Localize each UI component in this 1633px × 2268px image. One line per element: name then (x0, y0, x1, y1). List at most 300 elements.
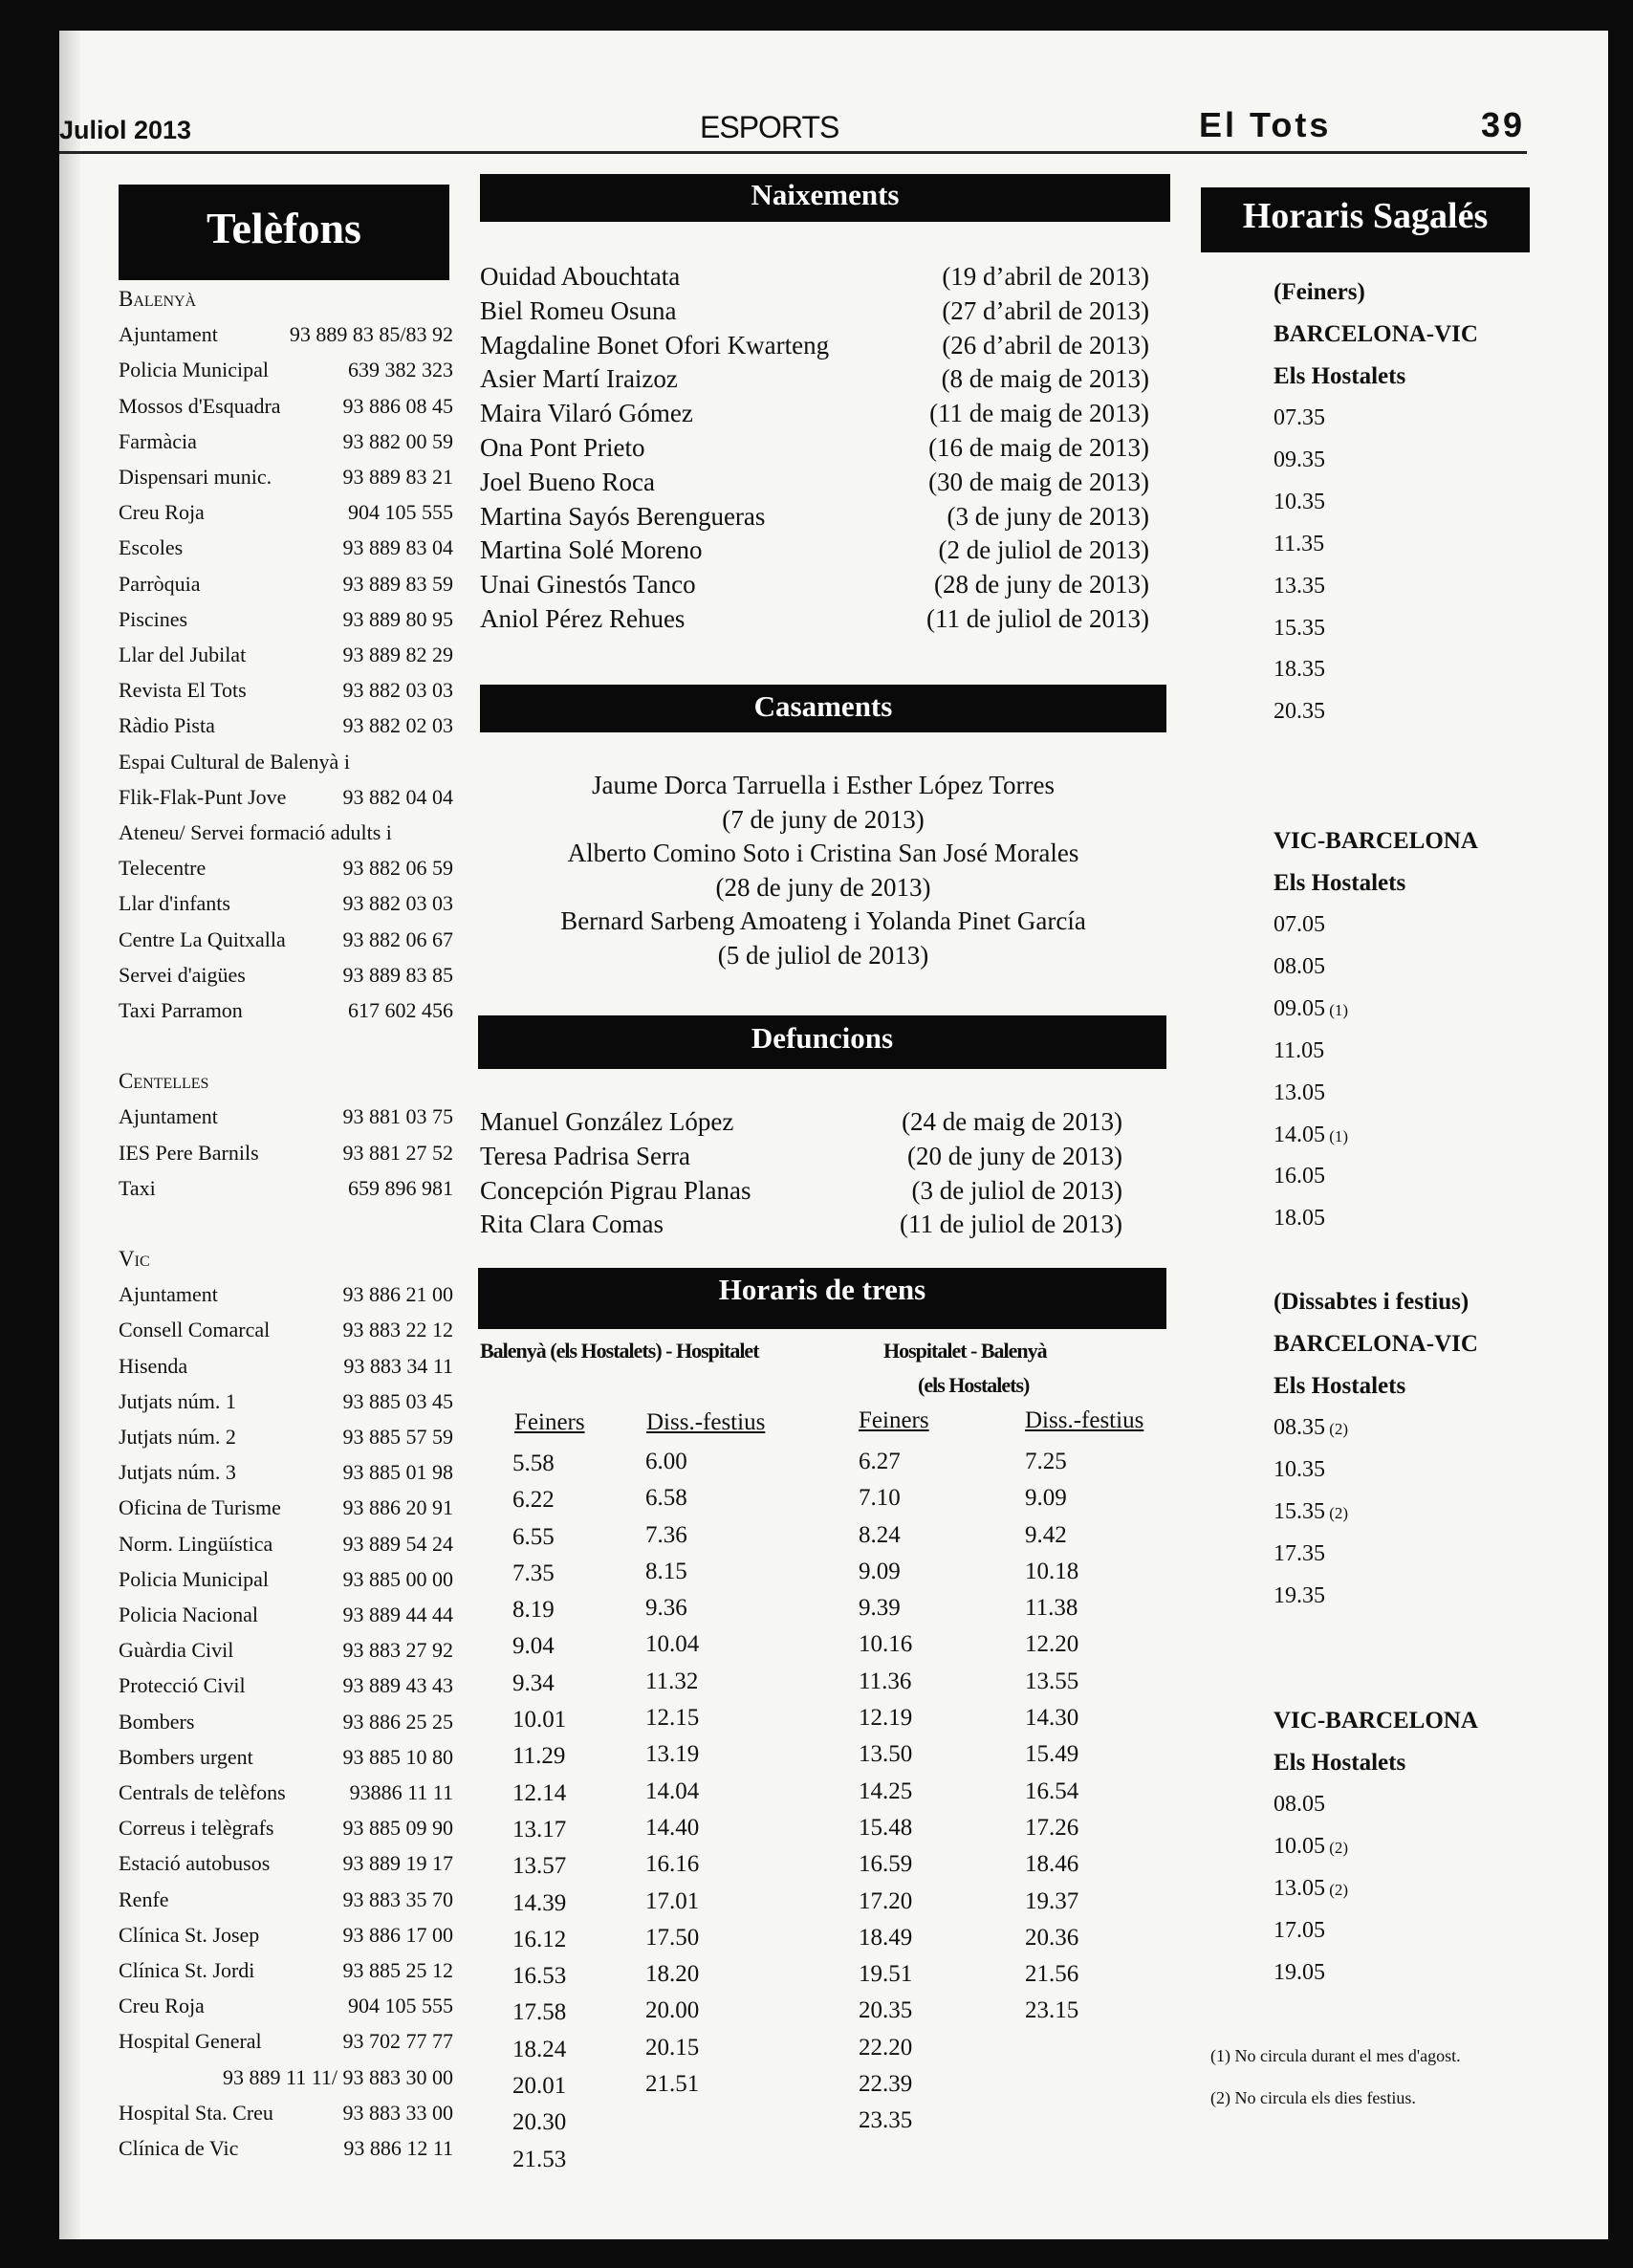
phone-entry (119, 1887, 453, 1923)
header-paper-name: El Tots (1199, 105, 1332, 144)
phone-entry-number: 93 889 83 85 (342, 962, 453, 987)
phone-entry-label: IES Pere Barnils (119, 1140, 259, 1165)
phone-entry (119, 927, 453, 963)
phone-entry-number: 93 889 43 43 (342, 1673, 453, 1698)
birth-date: (27 d’abril de 2013) (942, 295, 1149, 325)
phone-entry (119, 678, 453, 713)
birth-date: (3 de juny de 2013) (947, 501, 1149, 531)
bus-time-row (1274, 1038, 1324, 1064)
phone-entry-label: Estació autobusos (119, 1851, 271, 1876)
casaments-title-box (480, 685, 1166, 732)
phone-entry-label: Protecció Civil (119, 1673, 246, 1698)
phone-entry-number: 93 886 17 00 (342, 1922, 453, 1947)
phone-entry-number: 93 889 83 85/83 92 (289, 322, 453, 347)
phone-entry-label: Bombers urgent (119, 1744, 253, 1769)
train-time: 7.10 (859, 1485, 901, 1512)
phone-entry (119, 1495, 453, 1531)
bus-time-row (1274, 1499, 1348, 1525)
bus-note-mark: (2) (1325, 1880, 1349, 1899)
death-name: Rita Clara Comas (480, 1210, 664, 1239)
train-time: 23.35 (859, 2107, 913, 2134)
phone-entry-label: Bombers (119, 1709, 195, 1734)
sagales-hostalets-3: Els Hostalets (1274, 1373, 1406, 1399)
wedding-line: (7 de juny de 2013) (722, 804, 925, 834)
bus-time: 14.05 (1274, 1122, 1325, 1147)
phone-entry-number: 93 889 19 17 (342, 1851, 453, 1876)
train-time: 17.20 (859, 1887, 913, 1914)
wedding-line: (5 de juliol de 2013) (717, 940, 929, 970)
train-time: 12.15 (645, 1705, 700, 1732)
page-spine (59, 31, 80, 2239)
phone-entry-number: 93 886 12 11 (343, 2136, 453, 2160)
phone-entry (119, 2065, 453, 2101)
train-time: 6.55 (512, 1523, 555, 1550)
phone-entry (119, 429, 453, 465)
train-time: 8.15 (645, 1558, 687, 1584)
train-time: 22.39 (859, 2071, 913, 2098)
casaments-list (480, 769, 1166, 972)
phone-entry-label: Hisenda (119, 1353, 188, 1378)
sagales-hostalets-4: Els Hostalets (1274, 1750, 1406, 1776)
sagales-bcn-vic-2: BARCELONA-VIC (1274, 1331, 1478, 1357)
phone-entry-label: Taxi (119, 1175, 156, 1200)
train-time: 16.16 (645, 1851, 700, 1878)
phone-entry (119, 820, 453, 856)
phone-entry (119, 322, 453, 358)
bus-time: 17.05 (1274, 1917, 1325, 1943)
casaments-title: Casaments (753, 689, 893, 723)
bus-time: 08.35 (1274, 1415, 1325, 1440)
phone-entry-number: 93 889 83 21 (342, 465, 453, 489)
naixements-title-box (480, 174, 1170, 222)
train-time: 9.34 (512, 1669, 555, 1696)
bus-time-row (1274, 1541, 1325, 1567)
birth-name: Unai Ginestós Tanco (480, 570, 696, 600)
bus-time-row (1274, 1583, 1325, 1609)
bus-time: 16.05 (1274, 1164, 1325, 1189)
phone-entry (119, 1354, 453, 1389)
telefons-vic-heading: Vic (119, 1247, 150, 1271)
bus-time-row (1274, 699, 1325, 725)
bus-time: 19.35 (1274, 1582, 1325, 1608)
bus-time-row (1274, 954, 1325, 980)
phone-entry-number: 93 889 80 95 (342, 606, 453, 631)
sagales-title-box (1201, 187, 1530, 252)
train-time: 11.32 (645, 1668, 699, 1694)
death-name: Teresa Padrisa Serra (480, 1141, 691, 1170)
phone-entry-label: Policia Nacional (119, 1603, 259, 1626)
phone-entry-number: 93 886 25 25 (342, 1709, 453, 1734)
sagales-dissabtes-label: (Dissabtes i festius) (1274, 1289, 1470, 1315)
phone-entry-number: 93 883 27 92 (342, 1638, 453, 1663)
phone-entry-label: Revista El Tots (119, 678, 247, 703)
train-time: 17.50 (645, 1924, 700, 1951)
phone-entry-label: Jutjats núm. 3 (119, 1460, 236, 1485)
bus-note-mark: (2) (1325, 1420, 1349, 1438)
phone-entry (119, 1141, 453, 1176)
phone-entry (119, 1923, 453, 1958)
sagales-hostalets-2: Els Hostalets (1274, 870, 1406, 896)
phone-entry-label: Escoles (119, 535, 184, 560)
phone-entry (119, 1567, 453, 1603)
phone-entry-number: 93 885 09 90 (342, 1816, 453, 1841)
train-time: 21.51 (645, 2071, 700, 2098)
bus-time: 11.05 (1274, 1037, 1325, 1063)
train-time: 23.15 (1025, 1997, 1079, 2024)
header-page-number: 39 (1481, 105, 1526, 144)
phone-entry-number: 93 885 01 98 (342, 1460, 453, 1485)
birth-name: Magdaline Bonet Ofori Kwarteng (480, 330, 830, 360)
train-time: 17.26 (1025, 1814, 1079, 1841)
phone-entry (119, 1603, 453, 1638)
bus-time-row (1274, 996, 1348, 1022)
bus-time: 13.35 (1274, 573, 1325, 599)
birth-name: Ona Pont Prieto (480, 433, 645, 462)
phone-entry (119, 1389, 453, 1425)
train-time: 10.18 (1025, 1558, 1079, 1584)
defuncions-title-box (478, 1015, 1166, 1069)
phone-entry-label: Ràdio Pista (119, 713, 215, 738)
phone-entry-number: 617 602 456 (348, 998, 453, 1022)
bus-time: 08.05 (1274, 953, 1325, 979)
train-time: 21.56 (1025, 1961, 1079, 1988)
sagales-hostalets-1: Els Hostalets (1274, 363, 1406, 389)
bus-time-row (1274, 1080, 1325, 1106)
bus-time-row (1274, 616, 1325, 642)
train-time: 12.14 (512, 1779, 567, 1806)
phone-entry-label: Clínica St. Josep (119, 1922, 260, 1947)
train-time: 17.01 (645, 1887, 700, 1914)
train-time: 18.24 (512, 2036, 567, 2062)
phone-entry-number: 904 105 555 (348, 1994, 453, 2018)
bus-time: 10.05 (1274, 1833, 1325, 1859)
bus-time-row (1274, 657, 1325, 683)
phone-entry (119, 2029, 453, 2064)
phone-entry-number: 904 105 555 (348, 500, 453, 525)
telefons-centelles-heading: Centelles (119, 1069, 209, 1094)
phone-entry (119, 394, 453, 429)
phone-entry (119, 1958, 453, 1994)
bus-note-mark: (2) (1325, 1503, 1349, 1522)
phone-entry (119, 1780, 453, 1816)
sagales-vic-bcn-2: VIC-BARCELONA (1274, 1708, 1478, 1734)
birth-date: (8 de maig de 2013) (941, 364, 1149, 394)
bus-time: 09.35 (1274, 447, 1325, 472)
phone-entry-label: Policia Municipal (119, 358, 270, 382)
phone-entry (119, 572, 453, 607)
train-time: 13.55 (1025, 1668, 1079, 1694)
birth-name: Maira Vilaró Gómez (480, 399, 693, 428)
trens-r2-diss-header: Diss.-festius (1025, 1407, 1144, 1433)
phone-entry-label: Ajuntament (119, 1282, 218, 1307)
trens-r1-feiners-header: Feiners (514, 1409, 585, 1435)
train-time: 13.50 (859, 1741, 913, 1768)
phone-entry-number: 93 885 03 45 (342, 1388, 453, 1413)
birth-date: (2 de juliol de 2013) (938, 535, 1149, 565)
bus-time: 15.35 (1274, 615, 1325, 641)
train-time: 7.36 (645, 1521, 687, 1548)
train-time: 10.04 (645, 1631, 700, 1658)
wedding-line: Alberto Comino Soto i Cristina San José Morales (567, 839, 1079, 867)
trens-title: Horaris de trens (718, 1273, 926, 1306)
header-section: ESPORTS (700, 110, 839, 144)
birth-date: (11 de maig de 2013) (929, 399, 1149, 428)
phone-entry-number: 93 882 06 59 (342, 856, 453, 881)
phone-entry-label: Ajuntament (119, 322, 218, 347)
bus-time-row (1274, 532, 1324, 557)
train-time: 18.20 (645, 1961, 700, 1988)
trens-route2-label-b: (els Hostalets) (918, 1373, 1030, 1397)
phone-entry-label: Consell Comarcal (119, 1318, 271, 1342)
phone-entry-label: Creu Roja (119, 500, 205, 525)
bus-time-row (1274, 1792, 1325, 1818)
birth-name: Joel Bueno Roca (480, 467, 655, 496)
bus-time-row (1274, 1123, 1348, 1148)
phone-entry-number: 93 882 00 59 (342, 428, 453, 453)
bus-time: 20.35 (1274, 699, 1325, 725)
bus-time-row (1274, 405, 1325, 431)
bus-time: 18.05 (1274, 1206, 1325, 1232)
bus-time: 19.05 (1274, 1959, 1325, 1985)
bus-time: 13.05 (1274, 1875, 1325, 1901)
bus-time: 18.35 (1274, 657, 1325, 683)
sagales-vic-bcn-1: VIC-BARCELONA (1274, 828, 1478, 854)
phone-entry-number: 93 889 11 11/ 93 883 30 00 (223, 2064, 453, 2089)
train-time: 9.39 (859, 1595, 901, 1622)
phone-entry (119, 1851, 453, 1886)
phone-entry-number: 639 382 323 (348, 358, 453, 382)
phone-entry-label: Farmàcia (119, 428, 197, 453)
phone-entry (119, 998, 453, 1034)
phone-entry (119, 750, 453, 785)
phone-entry-number: 93 885 25 12 (342, 1958, 453, 1982)
phone-entry-label: Oficina de Turisme (119, 1495, 281, 1520)
bus-time-row (1274, 1206, 1325, 1232)
phone-entry-number: 93 885 00 00 (342, 1566, 453, 1591)
train-time: 21.53 (512, 2146, 567, 2172)
defuncions-title: Defuncions (751, 1021, 894, 1055)
trens-r1-feiners-list (512, 1446, 566, 2178)
bus-time-row (1274, 1918, 1325, 1944)
train-time: 6.22 (512, 1487, 555, 1514)
bus-time-row (1274, 1960, 1325, 1986)
phone-entry (119, 1282, 453, 1318)
death-date: (3 de juliol de 2013) (911, 1175, 1122, 1205)
birth-name: Biel Romeu Osuna (480, 295, 677, 325)
bus-time: 15.35 (1274, 1498, 1325, 1524)
phone-entry-number: 93 883 33 00 (342, 2100, 453, 2125)
train-time: 6.00 (645, 1449, 687, 1474)
bus-time-row (1274, 1164, 1325, 1189)
train-time: 11.29 (512, 1743, 566, 1770)
train-time: 8.24 (859, 1521, 901, 1548)
phone-entry-number: 93 889 82 29 (342, 643, 453, 666)
train-time: 14.25 (859, 1777, 913, 1804)
phone-entry-label: Hospital General (119, 2029, 262, 2054)
train-time: 18.49 (859, 1924, 913, 1951)
birth-name: Ouidad Abouchtata (480, 262, 681, 291)
phone-entry-number: 93 882 03 03 (342, 678, 453, 703)
sagales-title: Horaris Sagalés (1242, 196, 1489, 236)
phone-entry (119, 1673, 453, 1709)
trens-route2-label-a: Hospitalet - Balenyà (883, 1339, 1047, 1363)
phone-entry (119, 1710, 453, 1745)
phone-entry (119, 465, 453, 500)
phone-entry (119, 856, 453, 891)
phone-entry (119, 500, 453, 535)
birth-date: (26 d’abril de 2013) (942, 330, 1149, 360)
phone-entry-number: 93 889 83 04 (342, 535, 453, 560)
phone-entry-number: 93 882 03 03 (342, 891, 453, 916)
phone-entry (119, 963, 453, 998)
train-time: 7.25 (1025, 1449, 1067, 1474)
train-time: 9.36 (645, 1595, 687, 1622)
sagales-feiners-label: (Feiners) (1274, 279, 1365, 305)
phone-entry (119, 1745, 453, 1780)
telefons-balenya-heading: Balenyà (119, 287, 197, 311)
wedding-line: Bernard Sarbeng Amoateng i Yolanda Pinet García (560, 906, 1086, 935)
death-date: (24 de maig de 2013) (902, 1107, 1122, 1136)
phone-entry-number: 93 885 57 59 (342, 1425, 453, 1449)
phone-entry-label: Clínica de Vic (119, 2136, 239, 2160)
train-time: 16.53 (512, 1963, 567, 1990)
phone-entry-label: Flik-Flak-Punt Jove (119, 784, 287, 809)
trens-r1-diss-header: Diss.-festius (646, 1409, 766, 1435)
bus-time-row (1274, 490, 1325, 515)
phone-entry-label: Centrals de telèfons (119, 1780, 286, 1804)
bus-note-mark: (2) (1325, 1838, 1349, 1857)
phone-entry-label: Norm. Lingüística (119, 1531, 273, 1556)
phone-entry-label: Llar d'infants (119, 891, 230, 916)
train-time: 16.59 (859, 1851, 913, 1878)
bus-time-row (1274, 1834, 1348, 1860)
trens-r2-feiners-list (859, 1444, 912, 2140)
train-time: 15.49 (1025, 1741, 1079, 1768)
phone-entry (119, 1425, 453, 1460)
phone-entry-number: 93 886 08 45 (342, 393, 453, 418)
phone-entry-label: Telecentre (119, 856, 207, 881)
train-time: 20.01 (512, 2073, 567, 2100)
phone-entry (119, 1104, 453, 1140)
train-time: 13.19 (645, 1741, 700, 1768)
wedding-line: Jaume Dorca Tarruella i Esther López Torres (591, 771, 1056, 799)
bus-time-row (1274, 574, 1325, 600)
phone-entry-number: 93 702 77 77 (342, 2029, 453, 2054)
phone-entry-number: 93886 11 11 (349, 1780, 453, 1804)
phone-entry (119, 713, 453, 749)
train-time: 6.27 (859, 1449, 901, 1474)
birth-date: (19 d’abril de 2013) (942, 262, 1149, 291)
bus-time: 10.35 (1274, 1456, 1325, 1482)
phone-entry-label: Guàrdia Civil (119, 1638, 234, 1663)
phone-entry-label: Centre La Quitxalla (119, 927, 286, 951)
phone-entry-number: 93 882 02 03 (342, 713, 453, 738)
phone-entry-label: Renfe (119, 1886, 169, 1911)
sagales-note-2: (2) No circula els dies festius. (1210, 2088, 1416, 2107)
train-time: 14.40 (645, 1814, 700, 1841)
phone-entry (119, 1816, 453, 1851)
phone-entry (119, 358, 453, 393)
train-time: 17.58 (512, 1999, 567, 2026)
phone-entry-number: 93 881 03 75 (342, 1104, 453, 1129)
wedding-line: (28 de juny de 2013) (715, 872, 931, 902)
phone-entry-label: Dispensari munic. (119, 465, 272, 489)
phone-entry (119, 1994, 453, 2029)
train-time: 9.09 (859, 1558, 901, 1584)
phone-entry-label: Correus i telègrafs (119, 1816, 274, 1841)
phone-entry-number: 93 881 27 52 (342, 1140, 453, 1165)
train-time: 20.00 (645, 1997, 700, 2024)
phone-entry-label: Ajuntament (119, 1104, 218, 1129)
phone-entry (119, 1460, 453, 1495)
train-time: 10.01 (512, 1707, 567, 1734)
phone-entry (119, 891, 453, 927)
phone-entry-number: 93 882 04 04 (342, 784, 453, 809)
phone-entry-number: 93 882 06 67 (342, 927, 453, 951)
sagales-bcn-vic-1: BARCELONA-VIC (1274, 321, 1478, 347)
train-time: 9.42 (1025, 1521, 1067, 1548)
train-time: 18.46 (1025, 1851, 1079, 1878)
bus-time: 11.35 (1274, 531, 1325, 556)
death-date: (20 de juny de 2013) (907, 1141, 1122, 1170)
bus-time: 10.35 (1274, 489, 1325, 514)
phone-entry-number: 93 883 35 70 (342, 1886, 453, 1911)
bus-time: 13.05 (1274, 1079, 1325, 1105)
phone-entry-label: Piscines (119, 606, 188, 631)
bus-note-mark: (1) (1325, 1126, 1349, 1145)
phone-entry-label: Jutjats núm. 1 (119, 1388, 236, 1413)
bus-time-row (1274, 1457, 1325, 1483)
phone-entry (119, 1176, 453, 1211)
train-time: 13.17 (512, 1816, 567, 1843)
sagales-note-1: (1) No circula durant el mes d'agost. (1210, 2046, 1461, 2065)
train-time: 19.51 (859, 1961, 913, 1988)
trens-route1-label: Balenyà (els Hostalets) - Hospitalet (480, 1339, 759, 1363)
train-time: 22.20 (859, 2034, 913, 2061)
phone-entry-label: Llar del Jubilat (119, 643, 247, 666)
phone-entry (119, 2101, 453, 2136)
birth-name: Asier Martí Iraizoz (480, 364, 678, 394)
phone-entry-label: Taxi Parramon (119, 998, 243, 1022)
phone-entry (119, 535, 453, 571)
train-time: 16.54 (1025, 1777, 1079, 1804)
train-time: 12.19 (859, 1705, 913, 1732)
train-time: 20.35 (859, 1997, 913, 2024)
phone-entry-label: Parròquia (119, 571, 201, 596)
birth-date: (30 de maig de 2013) (928, 467, 1149, 496)
train-time: 14.04 (645, 1777, 700, 1804)
train-time: 13.57 (512, 1853, 567, 1880)
train-time: 20.30 (512, 2109, 567, 2136)
train-time: 11.36 (859, 1668, 912, 1694)
phone-entry-label: Jutjats núm. 2 (119, 1425, 236, 1449)
phone-entry-label: Mossos d'Esquadra (119, 393, 281, 418)
phone-entry (119, 1638, 453, 1673)
phone-entry (119, 643, 453, 678)
train-time: 7.35 (512, 1559, 555, 1586)
bus-time: 07.05 (1274, 912, 1325, 937)
birth-name: Martina Solé Moreno (480, 535, 703, 565)
phone-entry-number: 659 896 981 (348, 1175, 453, 1200)
phone-entry-label: Policia Municipal (119, 1566, 270, 1591)
train-time: 8.19 (512, 1597, 555, 1624)
page-header (59, 78, 1527, 154)
bus-time: 09.05 (1274, 995, 1325, 1021)
bus-time: 17.35 (1274, 1540, 1325, 1566)
death-name: Manuel González López (480, 1107, 734, 1136)
phone-entry-number: 93 886 21 00 (342, 1282, 453, 1307)
phone-entry-number: 93 889 54 24 (342, 1531, 453, 1556)
